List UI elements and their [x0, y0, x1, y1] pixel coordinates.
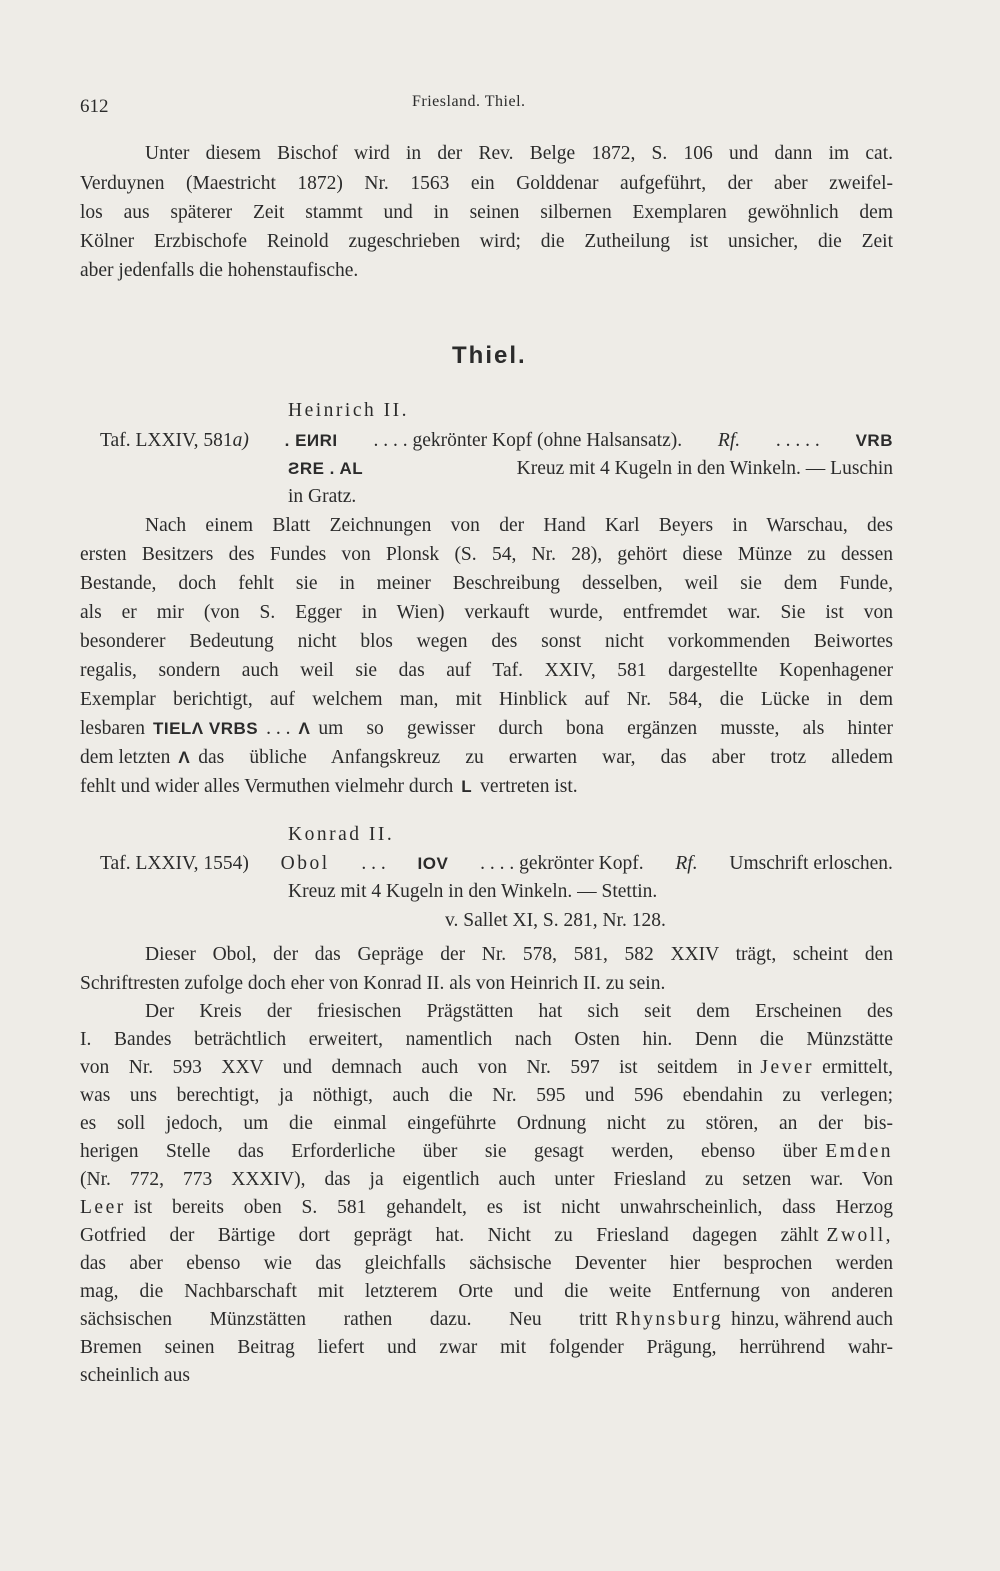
paragraph-line: ersten Besitzers des Fundes von Plonsk (S. 54, Nr. 28), gehört diese Münze zu dessen — [80, 544, 893, 565]
paragraph-line: Nach einem Blatt Zeichnungen von der Hand Karl Beyers in Warschau, des — [145, 515, 893, 536]
paragraph-line — [80, 717, 893, 741]
dots: . . . . . — [775, 430, 820, 451]
dots: . . . — [266, 718, 291, 739]
paragraph-line: los aus späterer Zeit stammt und in seinen silbernen Exemplaren gewöhnlich dem — [80, 202, 893, 223]
paragraph-line: das aber ebenso wie das gleichfalls sächsische Deventer hier besprochen werden — [80, 1253, 893, 1274]
place-name: Jever — [760, 1057, 815, 1078]
text-run: das übliche Anfangskreuz zu erwarten war, das aber trotz alledem — [198, 747, 893, 768]
plate-ref: Taf. LXXIV, 581a) — [100, 430, 249, 451]
paragraph-line: Exemplar berichtigt, auf welchem man, mit Hinblick auf Nr. 584, die Lücke in dem — [80, 689, 893, 710]
paragraph-line: Schriftresten zufolge doch eher von Konrad II. als von Heinrich II. zu sein. — [80, 973, 666, 994]
catalog-entry-line — [100, 852, 893, 876]
text-run: fehlt und wider alles Vermuthen vielmehr durch — [80, 776, 454, 797]
paragraph-line: Bremen seinen Beitrag liefert und zwar mit folgender Prägung, herrührend wahr- — [80, 1337, 893, 1358]
paragraph-line: Dieser Obol, der das Gepräge der Nr. 578, 581, 582 XXIV trägt, scheint den — [145, 944, 893, 965]
coin-legend: Λ — [178, 748, 191, 767]
place-name: Leer — [80, 1197, 126, 1218]
paragraph-line: besonderer Bedeutung nicht blos wegen des sonst nicht vorkommenden Beiwortes — [80, 631, 893, 652]
catalog-entry-line: in Gratz. — [288, 486, 357, 507]
coin-legend: L — [461, 777, 473, 796]
ruler-heading: Konrad II. — [288, 824, 395, 845]
paragraph-line — [80, 1196, 893, 1220]
paragraph-line — [80, 1308, 893, 1332]
place-name: Emden — [825, 1141, 893, 1162]
reverse-mark: Rf. — [717, 430, 741, 451]
paragraph-line: es soll jedoch, um die einmal eingeführte Ordnung nicht zu stören, an der bis- — [80, 1113, 893, 1134]
paragraph-line — [80, 1056, 893, 1080]
coin-legend: . EИRI — [284, 431, 338, 450]
paragraph-line: was uns berechtigt, ja nöthigt, auch die Nr. 595 und 596 ebendahin zu verlegen; — [80, 1085, 893, 1106]
text-run: dem letzten — [80, 747, 171, 768]
text-run: lesbaren — [80, 718, 145, 739]
text-run: Gotfried der Bärtige dort geprägt hat. Nicht zu Friesland dagegen zählt — [80, 1225, 819, 1246]
section-title: Thiel. — [452, 342, 527, 369]
text-run: ermittelt, — [822, 1057, 893, 1078]
text-run: herigen Stelle das Erforderliche über sie gesagt werden, ebenso über — [80, 1141, 818, 1162]
paragraph-line: I. Bandes beträchtlich erweitert, namentlich nach Osten hin. Denn die Münzstätte — [80, 1029, 893, 1050]
ruler-heading: Heinrich II. — [288, 400, 409, 421]
paragraph-line: mag, die Nachbarschaft mit letzterem Orte und die weite Entfernung von anderen — [80, 1281, 893, 1302]
paragraph-line — [80, 1140, 893, 1164]
paragraph-line: regalis, sondern auch weil sie das auf Taf. XXIV, 581 dargestellte Kopenhagener — [80, 660, 893, 681]
entry-text: . . . . gekrönter Kopf. — [480, 853, 644, 874]
entry-text: Umschrift erloschen. — [729, 853, 893, 874]
text-run: hinzu, während auch — [731, 1309, 893, 1330]
paragraph-line: scheinlich aus — [80, 1365, 190, 1386]
place-name: Rhynsburg — [615, 1309, 724, 1330]
entry-text: Kreuz mit 4 Kugeln in den Winkeln. — Luschin — [516, 458, 893, 479]
coin-legend: ƧRE . AL — [288, 459, 364, 478]
coin-legend: IOV — [417, 854, 449, 873]
paragraph-line: Der Kreis der friesischen Prägstätten hat sich seit dem Erscheinen des — [145, 1001, 893, 1022]
paragraph-line: Bestande, doch fehlt sie in meiner Beschreibung desselben, weil sie dem Funde, — [80, 573, 893, 594]
catalog-entry-line — [288, 457, 893, 481]
paragraph-line: Unter diesem Bischof wird in der Rev. Belge 1872, S. 106 und dann im cat. — [145, 143, 893, 164]
paragraph-line — [80, 775, 578, 799]
text-run: sächsischen Münzstätten rathen dazu. Neu tritt — [80, 1309, 608, 1330]
paragraph-line: (Nr. 772, 773 XXXIV), das ja eigentlich auch unter Friesland zu setzen war. Von — [80, 1169, 893, 1190]
text-run: von Nr. 593 XXV und demnach auch von Nr. 597 ist seitdem in — [80, 1057, 753, 1078]
catalog-entry-line — [100, 429, 893, 453]
text-run: vertreten ist. — [480, 776, 578, 797]
coin-legend: VRB — [855, 431, 893, 450]
page-number: 612 — [80, 96, 109, 117]
dots: . . . — [361, 853, 386, 874]
reverse-mark: Rf. — [675, 853, 698, 874]
catalog-entry-line: Kreuz mit 4 Kugeln in den Winkeln. — Stettin. — [288, 881, 658, 902]
plate-ref: Taf. LXXIV, 1554) — [100, 853, 249, 874]
coin-legend: TIELΛ VRBS — [152, 719, 259, 738]
text-run: um so gewisser durch bona ergänzen musste, als hinter — [318, 718, 893, 739]
paragraph-line: aber jedenfalls die hohenstaufische. — [80, 260, 359, 281]
entry-text: . . . . gekrönter Kopf (ohne Halsansatz). — [373, 430, 683, 451]
text-run: ist bereits oben S. 581 gehandelt, es ist nicht unwahrscheinlich, dass Herzog — [133, 1197, 893, 1218]
place-name: Zwoll, — [826, 1225, 893, 1246]
coin-legend: Λ — [298, 719, 311, 738]
running-title: Friesland. Thiel. — [412, 93, 526, 110]
paragraph-line — [80, 746, 893, 770]
paragraph-line: als er mir (von S. Egger in Wien) verkauft wurde, entfremdet war. Sie ist von — [80, 602, 893, 623]
paragraph-line: Kölner Erzbischofe Reinold zugeschrieben wird; die Zutheilung ist unsicher, die Zeit — [80, 231, 893, 252]
denomination: Obol — [280, 853, 330, 874]
paragraph-line: Verduynen (Maestricht 1872) Nr. 1563 ein Golddenar aufgeführt, der aber zweifel- — [80, 173, 893, 194]
paragraph-line — [80, 1224, 893, 1248]
catalog-entry-line: v. Sallet XI, S. 281, Nr. 128. — [445, 910, 666, 931]
